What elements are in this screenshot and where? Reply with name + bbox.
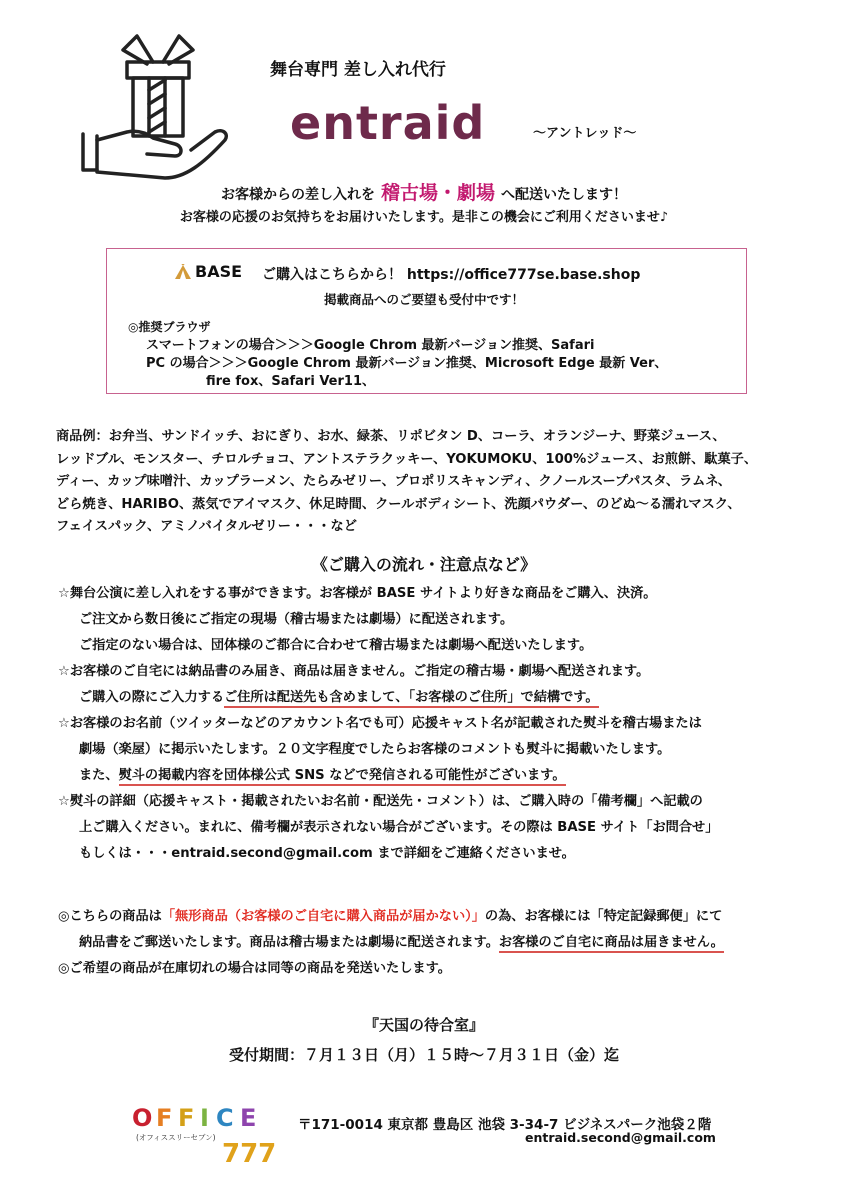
- office-logo-o: O: [132, 1104, 153, 1132]
- event-period: 受付期間：７月１３日（月）１５時〜７月３１日（金）迄: [228, 1046, 619, 1064]
- note-line: [79, 931, 724, 950]
- flow-line: ☆熨斗の詳細（応援キャスト・掲載されたいお名前・配送先・コメント）は、ご購入時の「備考欄」へ記載の: [58, 794, 703, 809]
- base-purchase-link[interactable]: ご購入はこちらから！ https://office777se.base.shop: [262, 267, 641, 283]
- note-line: ◎ご希望の商品が在庫切れの場合は同等の商品を発送いたします。: [58, 961, 451, 976]
- office-logo-number: 777: [222, 1139, 277, 1169]
- office-logo-sub: (オフィススリーセブン): [136, 1133, 216, 1142]
- flow-line: 上ご購入ください。まれに、備考欄が表示されない場合がございます。その際は BASE サイト「お問合せ」: [79, 820, 719, 835]
- flow-line-pre: また、: [79, 768, 119, 783]
- flow-line: [79, 686, 599, 705]
- browser-pc: PC の場合＞＞＞Google Chrom 最新バージョン推奨、Microsoft Edge 最新 Ver、: [146, 356, 668, 371]
- note-red: 「無形商品（お客様のご自宅に購入商品が届かない）」: [161, 909, 485, 924]
- flow-title: 《ご購入の流れ・注意点など》: [311, 555, 537, 574]
- svg-text:I: I: [200, 1104, 209, 1132]
- flow-line-underlined: 熨斗の掲載内容を団体様公式 SNS などで発信される可能性がございます。: [119, 768, 566, 786]
- base-request: 掲載商品へのご要望も受付中です！: [323, 292, 524, 307]
- gift-hand-icon: [75, 28, 235, 188]
- flow-line: ☆お客様のお名前（ツイッターなどのアカウント名でも可）応援キャスト名が記載された熨斗を稽古場または: [58, 716, 702, 731]
- flow-line-pre: ご購入の際にご入力する: [79, 690, 225, 705]
- event-title: 『天国の待合室』: [363, 1016, 484, 1034]
- company-address: 〒171-0014 東京都 豊島区 池袋 3-34-7 ビジネスパーク池袋２階: [298, 1117, 712, 1133]
- product-line: ディー、カップ味噌汁、カップラーメン、たらみゼリー、プロポリスキャンディ、クノールスープパスタ、ラムネ、: [56, 474, 731, 489]
- flow-line: ☆舞台公演に差し入れをする事ができます。お客様が BASE サイトより好きな商品をご購入、決済。: [58, 586, 657, 601]
- flow-line: ご指定のない場合は、団体様のご都合に合わせて稽古場または劇場へ配送いたします。: [79, 638, 593, 653]
- svg-text:C: C: [216, 1104, 234, 1132]
- product-line: どら焼き、HARIBO、蒸気でアイマスク、休足時間、クールボディシート、洗顔パウダー、のどぬ～る濡れマスク、: [56, 496, 741, 512]
- base-logo: [174, 262, 242, 281]
- intro-line-2: お客様の応援のお気持ちをお届けいたします。是非この機会にご利用くださいませ♪: [179, 210, 669, 225]
- office-logo: [130, 1100, 290, 1170]
- note-pre: ◎こちらの商品は: [58, 909, 162, 924]
- browser-pc-continued: fire fox、Safari Ver11、: [206, 374, 375, 389]
- flow-line: 劇場（楽屋）に掲示いたします。２０文字程度でしたらお客様のコメントも熨斗に掲載いたします。: [79, 742, 671, 757]
- browser-smartphone: スマートフォンの場合＞＞＞Google Chrom 最新バージョン推奨、Safari: [146, 338, 595, 353]
- tagline: 舞台専門 差し入れ代行: [270, 60, 446, 80]
- brand-name: entraid: [290, 96, 486, 150]
- brand-reading: 〜アントレッド〜: [533, 126, 637, 141]
- flow-line: もしくは・・・entraid.second@gmail.com まで詳細をご連絡くださいませ。: [79, 846, 575, 861]
- product-examples: [56, 426, 836, 539]
- base-logo-text: BASE: [195, 262, 243, 281]
- product-line: レッドブル、モンスター、チロルチョコ、アントステラクッキー、YOKUMOKU、100%ジュース、お煎餅、駄菓子、: [56, 451, 758, 467]
- product-line: 商品例：お弁当、サンドイッチ、おにぎり、お水、緑茶、リポビタン D、コーラ、オランジーナ、野菜ジュース、: [56, 429, 726, 444]
- svg-text:E: E: [240, 1104, 257, 1132]
- note-pre: 納品書をご郵送いたします。商品は稽古場または劇場に配送されます。: [79, 935, 499, 950]
- svg-text:F: F: [178, 1104, 195, 1132]
- flow-line: [79, 764, 566, 783]
- flow-line: ご注文から数日後にご指定の現場（稽古場または劇場）に配送されます。: [79, 612, 514, 627]
- company-email[interactable]: entraid.second@gmail.com: [525, 1130, 716, 1145]
- intro-pre: お客様からの差し入れを: [220, 187, 375, 203]
- intro-line-1: [0, 178, 848, 205]
- svg-text:F: F: [156, 1104, 173, 1132]
- tent-icon: [174, 264, 192, 280]
- intro-highlight: 稽古場・劇場: [380, 182, 495, 204]
- intro-post: へ配送いたします！: [501, 187, 627, 203]
- note-underlined: お客様のご自宅に商品は届きません。: [499, 935, 724, 953]
- note-line: [58, 905, 722, 924]
- product-line: フェイスパック、アミノバイタルゼリー・・・など: [56, 519, 357, 534]
- flow-line-underlined: ご住所は配送先も含めまして、「お客様のご住所」で結構です。: [224, 690, 599, 708]
- note-post: の為、お客様には「特定記録郵便」にて: [484, 909, 723, 924]
- browser-heading: ◎推奨ブラウザ: [128, 320, 211, 334]
- flow-line: ☆お客様のご自宅には納品書のみ届き、商品は届きません。ご指定の稽古場・劇場へ配送されます。: [58, 664, 650, 679]
